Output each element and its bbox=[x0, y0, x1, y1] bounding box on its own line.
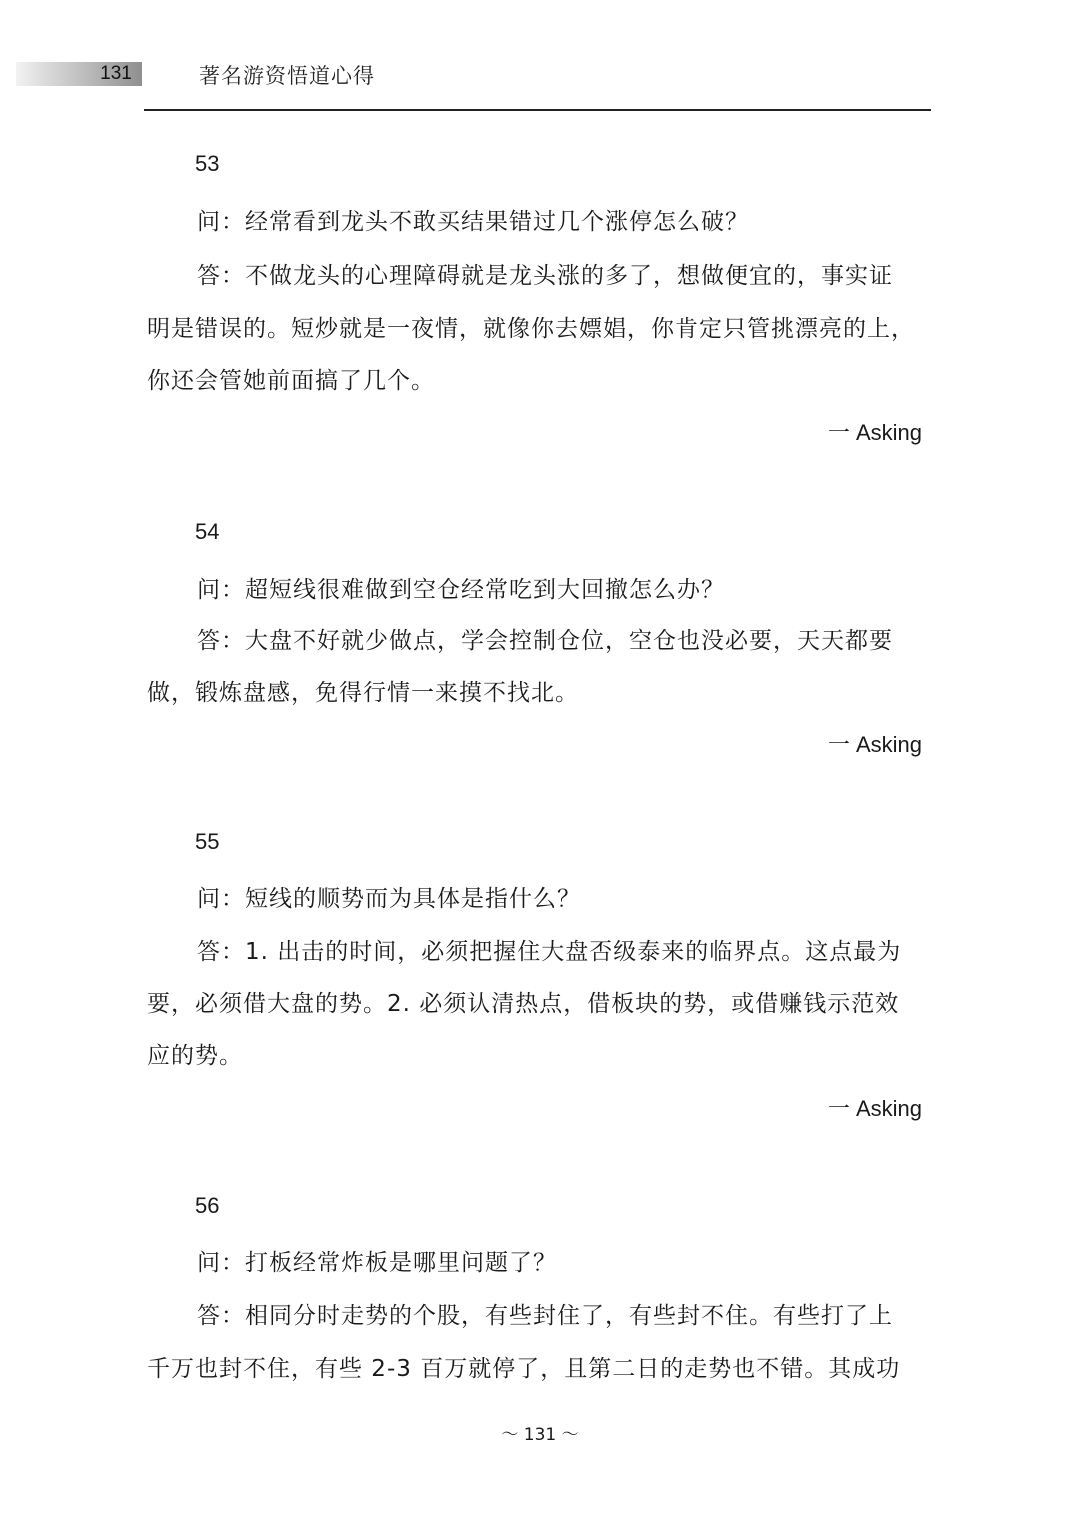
entry-answer-line: 做，锻炼盘感，免得行情一来摸不找北。 bbox=[147, 680, 579, 706]
entry-answer-line: 答：不做龙头的心理障碍就是龙头涨的多了，想做便宜的，事实证 bbox=[197, 263, 893, 289]
entry-number: 54 bbox=[195, 519, 220, 544]
entry-answer-line: 要，必须借大盘的势。2. 必须认清热点，借板块的势，或借赚钱示范效 bbox=[147, 991, 900, 1017]
entry-question: 问：经常看到龙头不敢买结果错过几个涨停怎么破？ bbox=[197, 209, 749, 235]
entry-answer-line: 明是错误的。短炒就是一夜情，就像你去嫖娼，你肯定只管挑漂亮的上， bbox=[147, 316, 915, 342]
entry-signature: 一 Asking bbox=[827, 732, 922, 757]
footer-page-number: ～ 131 ～ bbox=[501, 1425, 579, 1445]
entry-question: 问：短线的顺势而为具体是指什么？ bbox=[197, 886, 581, 912]
entry-answer-line: 答：相同分时走势的个股，有些封住了，有些封不住。有些打了上 bbox=[197, 1303, 893, 1329]
entry-number: 53 bbox=[195, 151, 220, 176]
entry-signature: 一 Asking bbox=[827, 1096, 922, 1121]
entry-number: 56 bbox=[195, 1193, 220, 1218]
entry-question: 问：打板经常炸板是哪里问题了？ bbox=[197, 1250, 557, 1276]
entry-signature: 一 Asking bbox=[827, 420, 922, 445]
header-divider bbox=[144, 109, 931, 111]
header-book-title: 著名游资悟道心得 bbox=[199, 64, 375, 88]
entry-answer-line: 你还会管她前面搞了几个。 bbox=[147, 368, 435, 394]
header-page-number: 131 bbox=[100, 63, 132, 84]
entry-answer-line: 千万也封不住，有些 2-3 百万就停了，且第二日的走势也不错。其成功 bbox=[147, 1356, 901, 1382]
entry-answer-line: 答：1. 出击的时间，必须把握住大盘否级泰来的临界点。这点最为 bbox=[197, 939, 902, 965]
entry-number: 55 bbox=[195, 829, 220, 854]
entry-answer-line: 答：大盘不好就少做点，学会控制仓位，空仓也没必要，天天都要 bbox=[197, 628, 893, 654]
entry-answer-line: 应的势。 bbox=[147, 1043, 243, 1069]
entry-question: 问：超短线很难做到空仓经常吃到大回撤怎么办？ bbox=[197, 577, 725, 603]
